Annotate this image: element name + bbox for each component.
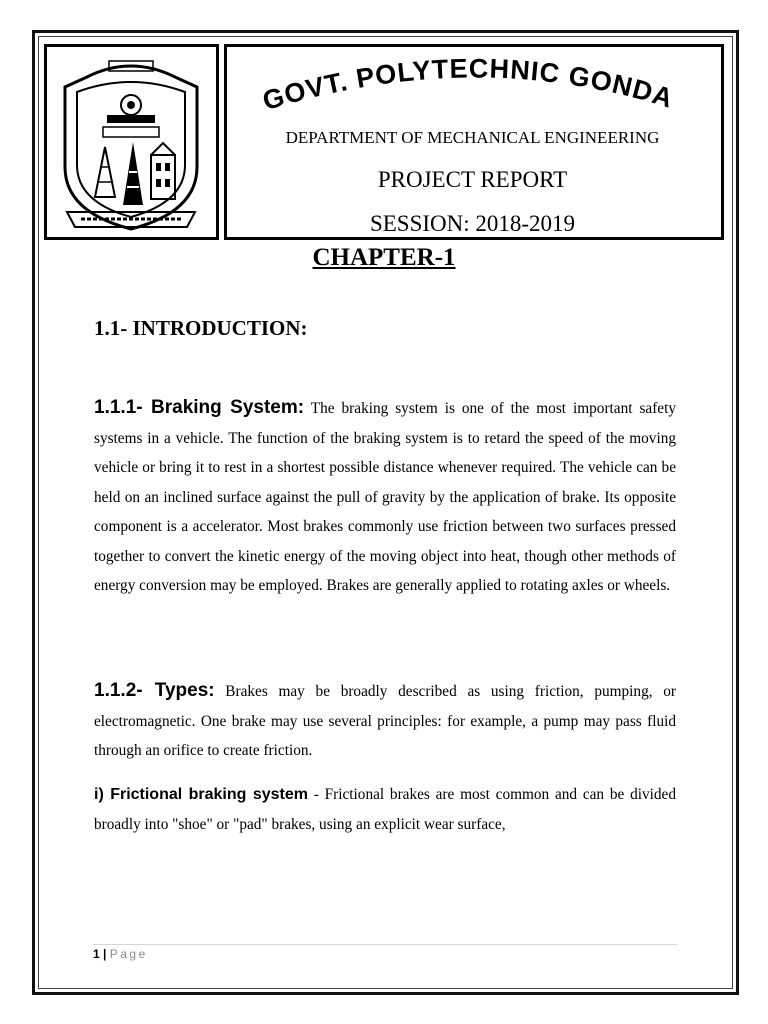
session-label: SESSION: 2018-2019	[369, 211, 576, 236]
paragraph-text: Brakes may be broadly described as using friction, pumping, or electromagnetic. One brake may use several principles: for example, a pump may pass fluid through an orifice to create friction.	[94, 683, 676, 759]
page-footer	[93, 947, 148, 961]
paragraph-lead: 1.1.1- Braking System:	[94, 397, 305, 418]
department-title: DEPARTMENT OF MECHANICAL ENGINEERING	[285, 128, 660, 147]
report-title: PROJECT REPORT	[377, 167, 568, 192]
college-name: GOVT. POLYTECHNIC GONDA	[259, 53, 678, 117]
college-emblem-icon	[47, 47, 216, 237]
college-name-arc	[227, 47, 727, 127]
chapter-heading: CHAPTER-1	[312, 244, 456, 271]
paragraph-text: - Frictional brakes are most common and can be divided broadly into "shoe" or "pad" brakes, using an explicit wear surface,	[94, 786, 676, 833]
svg-text:GOVT. POLYTECHNIC GONDA	[259, 53, 677, 116]
paragraph-frictional	[94, 780, 676, 839]
page-label: Page	[109, 947, 148, 961]
logo-frame	[44, 44, 219, 240]
paragraph-lead: i) Frictional braking system	[94, 786, 308, 803]
paragraph-text: The braking system is one of the most important safety systems in a vehicle. The function of the braking system is to retard the speed of the moving vehicle or bring it to rest in a shortest possible distance whenever required. The vehicle can be held on an inclined surface against the pull of gravity by the application of brake. Its opposite component is a accelerator. Most brakes commonly use friction between two surfaces pressed together to convert the kinetic energy of the moving object into heat, though other methods of energy conversion may be employed. Brakes are generally applied to rotating axles or wheels.	[94, 400, 676, 594]
page-number: 1	[93, 947, 100, 961]
footer-divider	[93, 944, 677, 945]
paragraph-braking-system	[94, 393, 676, 601]
paragraph-types	[94, 676, 676, 766]
section-heading: 1.1- INTRODUCTION:	[94, 316, 308, 340]
svg-text:~~~~: ~~~~	[119, 63, 143, 71]
footer-separator: |	[99, 947, 110, 961]
paragraph-lead: 1.1.2- Types:	[94, 680, 215, 701]
